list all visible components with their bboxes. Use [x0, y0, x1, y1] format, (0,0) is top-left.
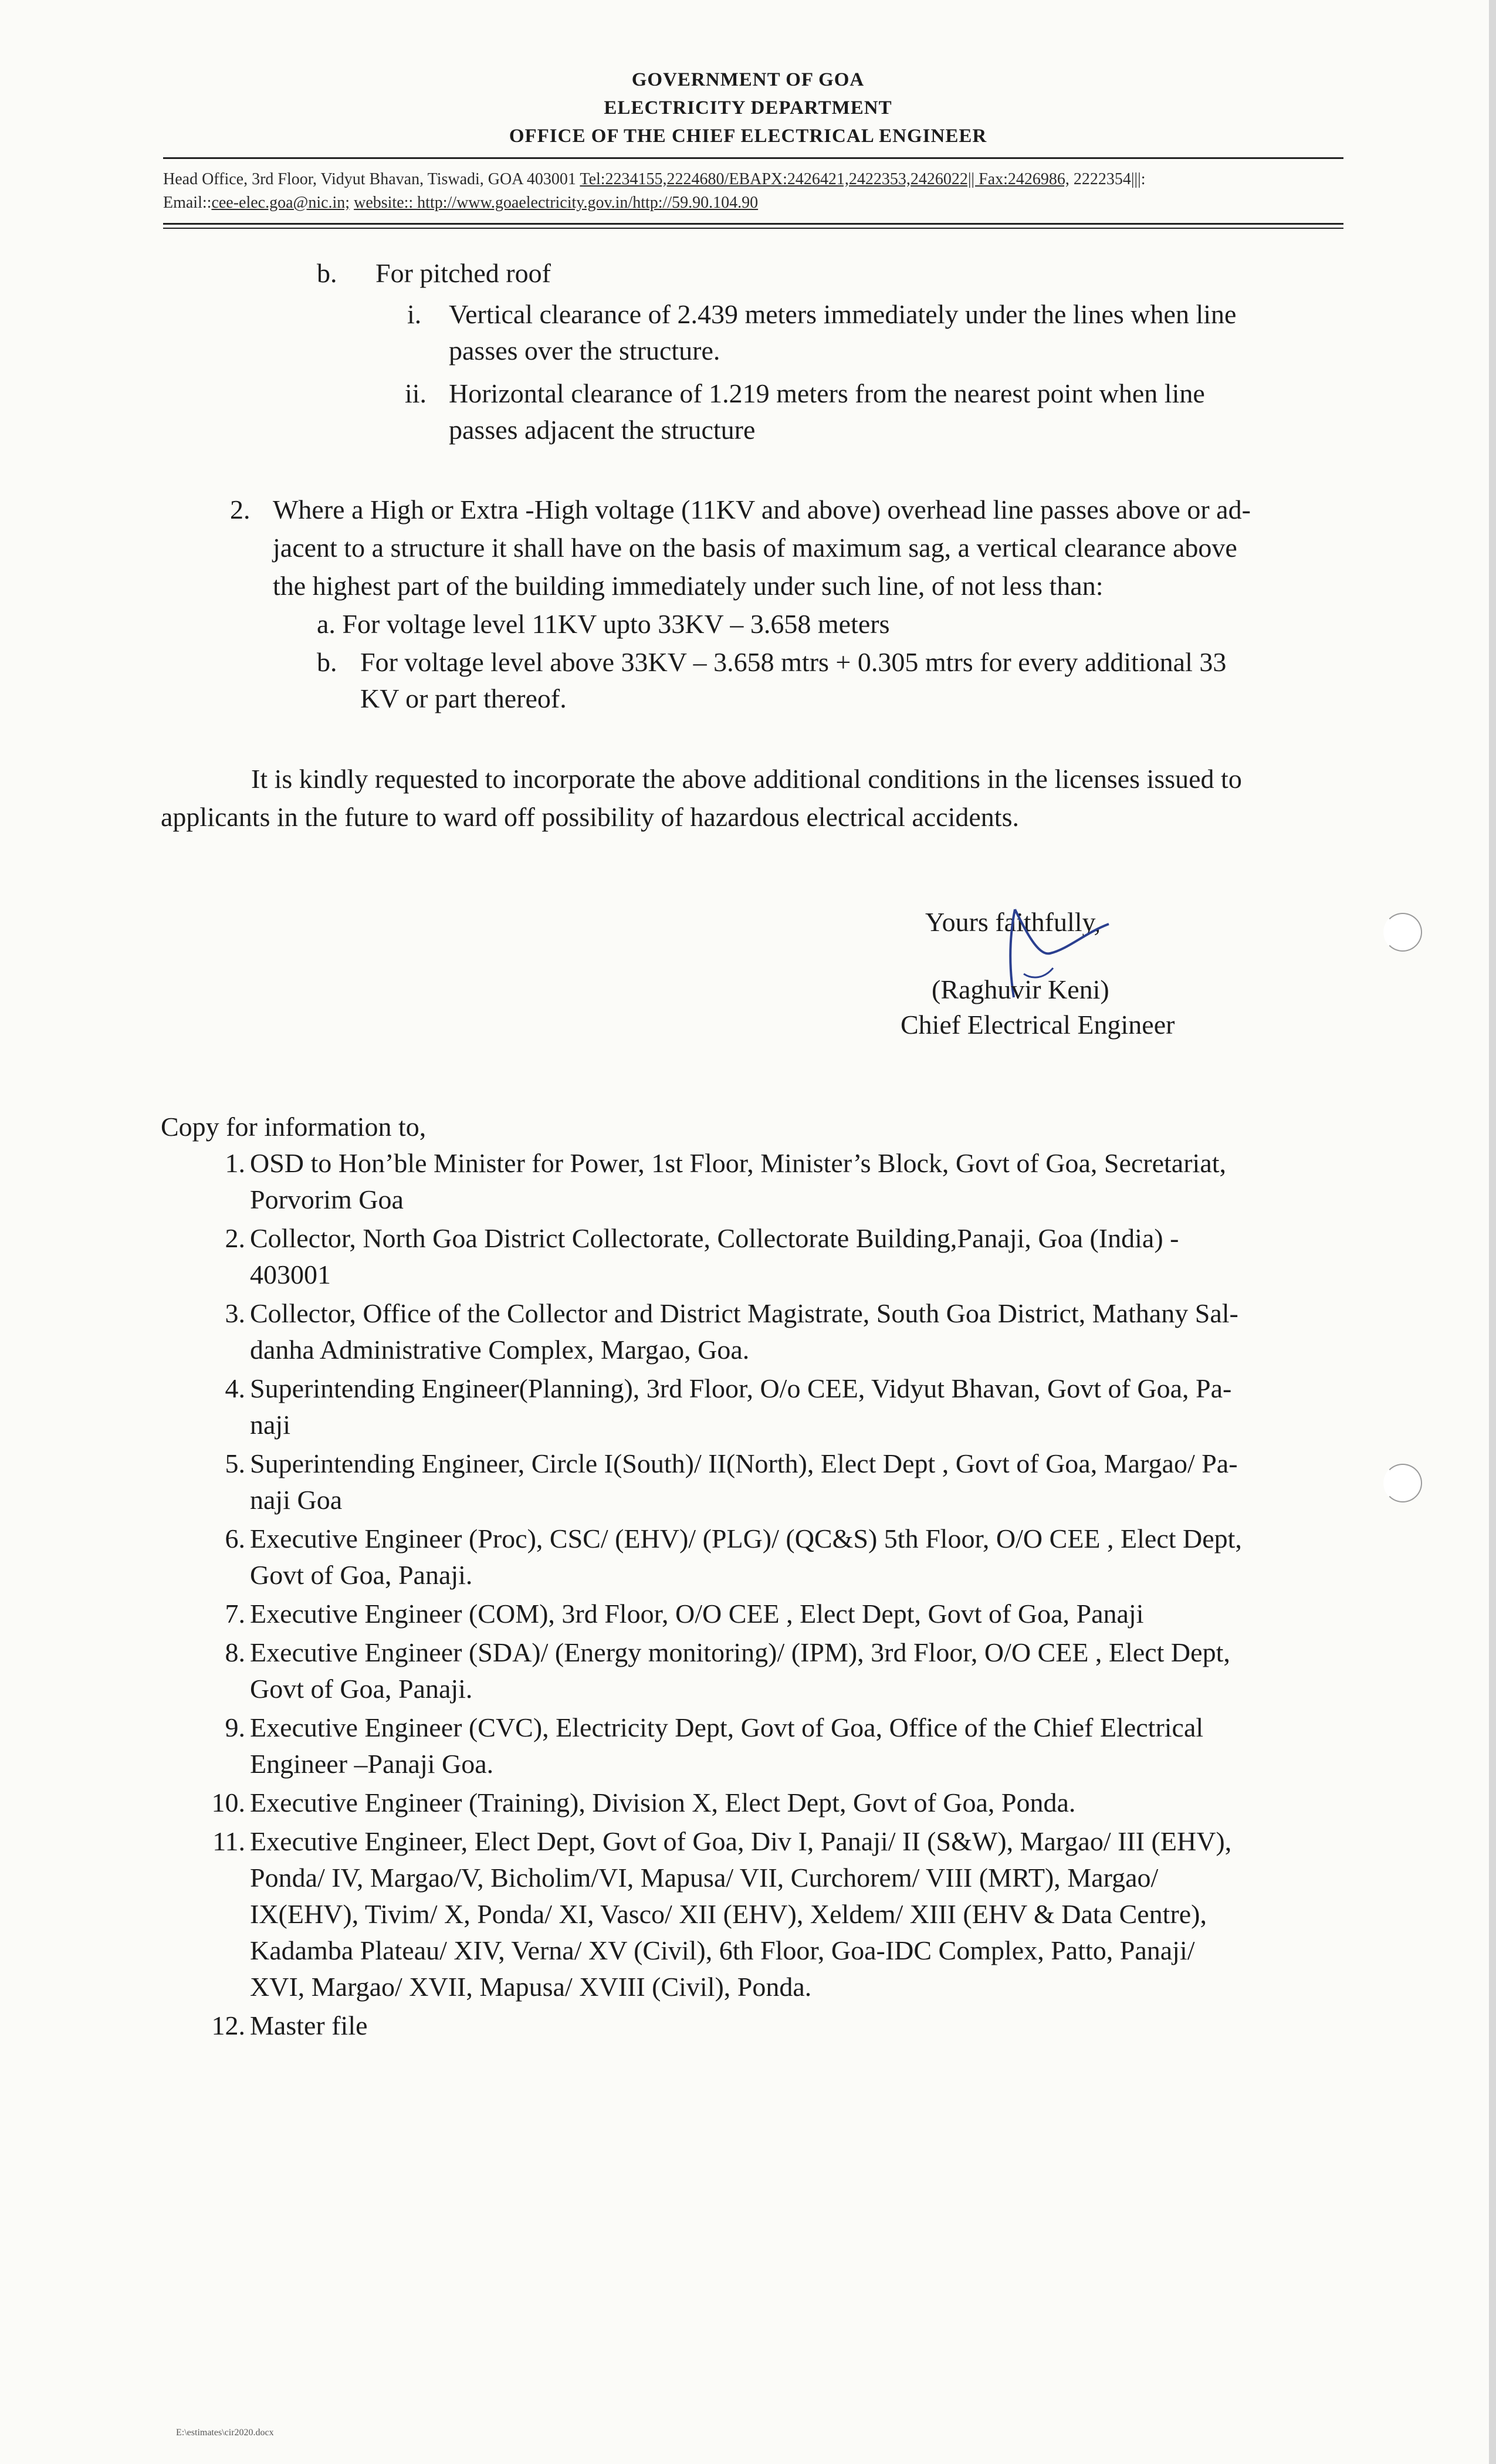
closing: Yours faithfully, — [925, 907, 1101, 937]
copy-item-line: naji — [250, 1410, 290, 1440]
copy-item-line: Superintending Engineer(Planning), 3rd Floor, O/o CEE, Vidyut Bhavan, Govt of Goa, Pa- — [250, 1373, 1232, 1403]
clause-i-label: i. — [407, 299, 422, 329]
address-text: Head Office, 3rd Floor, Vidyut Bhavan, Tiswadi, GOA 403001 — [163, 170, 576, 188]
copy-item-number: 6. — [225, 1524, 245, 1553]
copy-item-line: Master file — [250, 2011, 368, 2040]
para-2-line3: the highest part of the building immediately under such line, of not less than: — [273, 571, 1104, 601]
website-link[interactable]: website:: http://www.goaelectricity.gov.in/http://59.90.104.90 — [354, 194, 759, 212]
copy-item-line: Superintending Engineer, Circle I(South)/ II(North), Elect Dept , Govt of Goa, Margao/ Pa- — [250, 1448, 1238, 1478]
clause-ii-label: ii. — [405, 378, 427, 408]
signatory-name: (Raghuvir Keni) — [932, 974, 1109, 1004]
punch-hole-top — [1383, 913, 1422, 952]
copy-item-line: Collector, North Goa District Collectorate, Collectorate Building,Panaji, Goa (India) - — [250, 1223, 1179, 1253]
letterhead-office: OFFICE OF THE CHIEF ELECTRICAL ENGINEER — [509, 126, 987, 147]
signatory-title: Chief Electrical Engineer — [901, 1010, 1175, 1040]
copy-item-line: Executive Engineer (COM), 3rd Floor, O/O CEE , Elect Dept, Govt of Goa, Panaji — [250, 1599, 1144, 1629]
copy-item-number: 12. — [211, 2011, 245, 2040]
copy-item-line: Executive Engineer (CVC), Electricity Dept, Govt of Goa, Office of the Chief Electrical — [250, 1712, 1204, 1742]
copy-item-line: Govt of Goa, Panaji. — [250, 1674, 473, 1704]
request-line1: It is kindly requested to incorporate the above additional conditions in the licenses issued to — [251, 764, 1242, 794]
copy-item-line: naji Goa — [250, 1485, 343, 1515]
para-2-item-a: a. For voltage level 11KV upto 33KV – 3.658 meters — [317, 609, 890, 639]
telephone-tail: 2222354|||: — [1073, 170, 1146, 188]
copy-item-number: 4. — [225, 1373, 245, 1403]
header-top-rule — [163, 157, 1343, 159]
copy-item-line: XVI, Margao/ XVII, Mapusa/ XVIII (Civil), Ponda. — [250, 1972, 812, 2002]
copy-item-line: Executive Engineer, Elect Dept, Govt of Goa, Div I, Panaji/ II (S&W), Margao/ III (EHV), — [250, 1826, 1232, 1856]
address-line — [163, 170, 1146, 189]
email-label: Email:: — [163, 194, 212, 212]
copy-item-number: 8. — [225, 1637, 245, 1667]
copy-item-line: Porvorim Goa — [250, 1184, 404, 1214]
copy-item-line: danha Administrative Complex, Margao, Goa. — [250, 1335, 750, 1365]
para-2-label: 2. — [230, 495, 251, 524]
clause-b-label: b. — [317, 258, 337, 288]
email-link[interactable]: cee-elec.goa@nic.in; — [211, 194, 350, 212]
copy-heading: Copy for information to, — [161, 1112, 427, 1142]
copy-item-number: 3. — [225, 1298, 245, 1328]
copy-item-number: 11. — [212, 1826, 245, 1856]
copy-item-number: 1. — [225, 1148, 245, 1178]
copy-item-number: 5. — [225, 1448, 245, 1478]
copy-item-line: IX(EHV), Tivim/ X, Ponda/ XI, Vasco/ XII (EHV), Xeldem/ XIII (EHV & Data Centre), — [250, 1899, 1207, 1929]
copy-item-line: Executive Engineer (Training), Division X, Elect Dept, Govt of Goa, Ponda. — [250, 1788, 1076, 1817]
telephone-fax: Tel:2234155,2224680/EBAPX:2426421,2422353,2426022|| Fax:2426986, — [580, 170, 1069, 188]
punch-hole-bottom — [1383, 1464, 1422, 1502]
copy-item-line: Collector, Office of the Collector and District Magistrate, South Goa District, Mathany Sal- — [250, 1298, 1238, 1328]
copy-item-number: 2. — [225, 1223, 245, 1253]
para-2-line2: jacent to a structure it shall have on the basis of maximum sag, a vertical clearance above — [273, 533, 1237, 563]
letterhead-department: ELECTRICITY DEPARTMENT — [604, 97, 892, 119]
contact-line — [163, 194, 758, 212]
clause-b-text: For pitched roof — [375, 258, 551, 288]
copy-item-line: 403001 — [250, 1260, 331, 1289]
para-2-item-b-label: b. — [317, 647, 337, 677]
copy-item-line: Ponda/ IV, Margao/V, Bicholim/VI, Mapusa/ VII, Curchorem/ VIII (MRT), Margao/ — [250, 1863, 1159, 1893]
copy-item-line: OSD to Hon’ble Minister for Power, 1st Floor, Minister’s Block, Govt of Goa, Secretariat, — [250, 1148, 1227, 1178]
clause-i-line1: Vertical clearance of 2.439 meters immediately under the lines when line — [449, 299, 1237, 329]
para-2-line1: Where a High or Extra -High voltage (11KV and above) overhead line passes above or ad- — [273, 495, 1251, 524]
clause-ii-line1: Horizontal clearance of 1.219 meters from the nearest point when line — [449, 378, 1205, 408]
copy-item-line: Executive Engineer (Proc), CSC/ (EHV)/ (PLG)/ (QC&S) 5th Floor, O/O CEE , Elect Dept, — [250, 1524, 1242, 1553]
footer-file-path: E:\estimates\cir2020.docx — [176, 2428, 274, 2438]
para-2-item-b-line1: For voltage level above 33KV – 3.658 mtrs + 0.305 mtrs for every additional 33 — [360, 647, 1227, 677]
clause-ii-line2: passes adjacent the structure — [449, 415, 756, 445]
header-bottom-rule-2 — [163, 228, 1343, 229]
copy-item-number: 9. — [225, 1712, 245, 1742]
request-line2: applicants in the future to ward off possibility of hazardous electrical accidents. — [161, 802, 1019, 832]
clause-i-line2: passes over the structure. — [449, 336, 720, 365]
scan-edge — [1489, 0, 1496, 2464]
letterhead-government: GOVERNMENT OF GOA — [631, 69, 865, 90]
copy-item-number: 10. — [211, 1788, 245, 1817]
copy-item-line: Govt of Goa, Panaji. — [250, 1560, 473, 1590]
copy-item-line: Executive Engineer (SDA)/ (Energy monitoring)/ (IPM), 3rd Floor, O/O CEE , Elect Dept, — [250, 1637, 1230, 1667]
para-2-item-b-line2: KV or part thereof. — [360, 683, 567, 713]
copy-item-number: 7. — [225, 1599, 245, 1629]
copy-item-line: Kadamba Plateau/ XIV, Verna/ XV (Civil), 6th Floor, Goa-IDC Complex, Patto, Panaji/ — [250, 1935, 1195, 1965]
copy-item-line: Engineer –Panaji Goa. — [250, 1749, 494, 1779]
header-bottom-rule — [163, 223, 1343, 225]
